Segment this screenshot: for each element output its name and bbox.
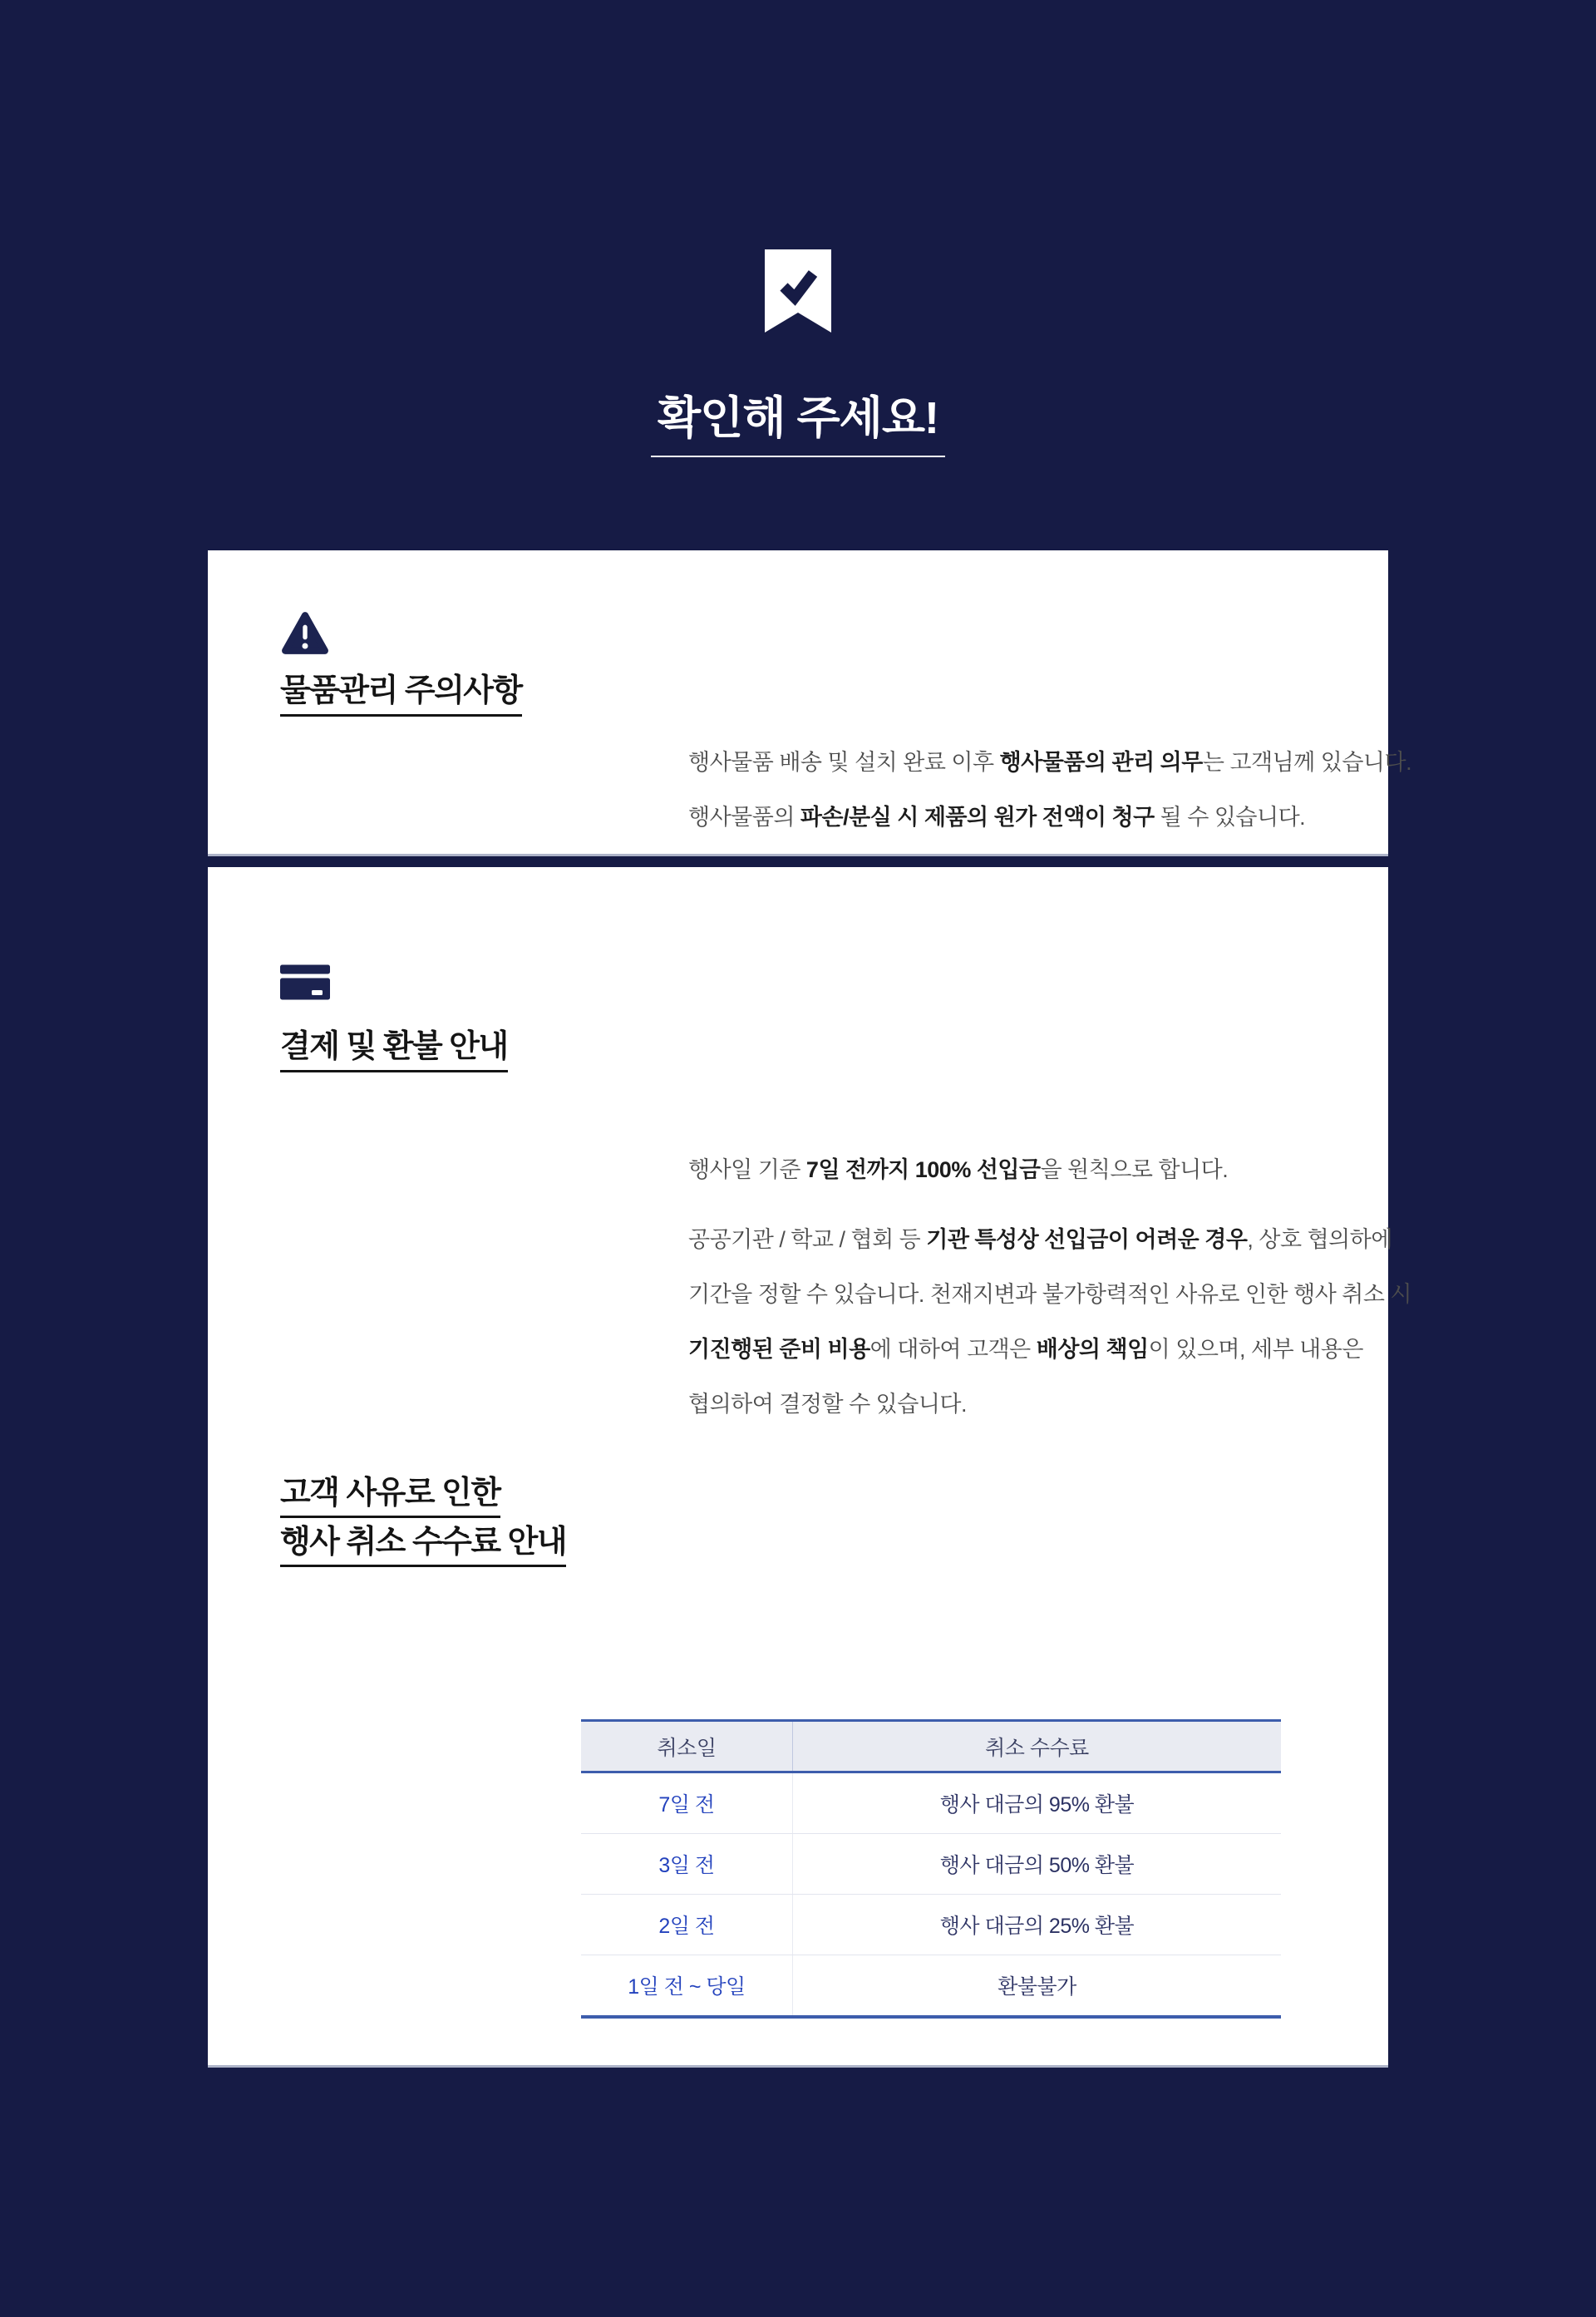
cancel-policy-text [688, 1212, 1412, 1432]
notice-card [208, 550, 1412, 856]
header-cancel-day: 취소일 [581, 1721, 793, 1772]
text-line: 행사물품 배송 및 설치 완료 이후 행사물품의 관리 의무는 고객님께 있습니다. [688, 750, 1412, 775]
cancel-fee-heading-line: 고객 사유로 인한 [280, 1477, 566, 1518]
table-row [581, 1955, 1281, 2018]
cell-cancel-day: 3일 전 [581, 1834, 793, 1895]
table-row [581, 1834, 1281, 1895]
text-line: 기진행된 준비 비용에 대하여 고객은 배상의 책임이 있으며, 세부 내용은 [688, 1337, 1363, 1362]
cell-cancel-fee: 환불불가 [793, 1955, 1282, 2018]
cell-cancel-fee: 행사 대금의 95% 환불 [793, 1772, 1282, 1834]
header-cancel-fee: 취소 수수료 [793, 1721, 1282, 1772]
text-line: 기간을 정할 수 있습니다. 천재지변과 불가항력적인 사유로 인한 행사 취소 시 [688, 1282, 1412, 1307]
text-line: 협의하여 결정할 수 있습니다. [688, 1392, 967, 1417]
notice-body-text [688, 735, 1412, 845]
page-title: 확인해 주세요! [651, 396, 945, 457]
hero-section [0, 393, 1596, 457]
table-row [581, 1772, 1281, 1834]
cell-cancel-fee: 행사 대금의 50% 환불 [793, 1834, 1282, 1895]
credit-card-icon [280, 964, 330, 1000]
cancel-fee-table [581, 1719, 1281, 2019]
deposit-policy-text [688, 1142, 1345, 1197]
cell-cancel-day: 1일 전 ~ 당일 [581, 1955, 793, 2018]
text-line: 행사물품의 파손/분실 시 제품의 원가 전액이 청구 될 수 있습니다. [688, 805, 1306, 830]
text-line: 공공기관 / 학교 / 협회 등 기관 특성상 선입금이 어려운 경우, 상호 협의하에 [688, 1227, 1392, 1252]
cell-cancel-fee: 행사 대금의 25% 환불 [793, 1895, 1282, 1955]
cancel-fee-heading-line: 행사 취소 수수료 안내 [280, 1526, 566, 1567]
table-header-row [581, 1721, 1281, 1772]
table-row [581, 1895, 1281, 1955]
cancel-fee-heading [280, 1477, 566, 1575]
payment-heading: 결제 및 환불 안내 [280, 1031, 508, 1072]
warning-triangle-icon [280, 610, 330, 656]
text-line: 행사일 기준 7일 전까지 100% 선입금을 원칙으로 합니다. [688, 1157, 1229, 1182]
bookmark-check-icon [765, 249, 831, 333]
notice-heading: 물품관리 주의사항 [280, 675, 522, 717]
cell-cancel-day: 7일 전 [581, 1772, 793, 1834]
payment-card [208, 867, 1412, 2068]
cell-cancel-day: 2일 전 [581, 1895, 793, 1955]
